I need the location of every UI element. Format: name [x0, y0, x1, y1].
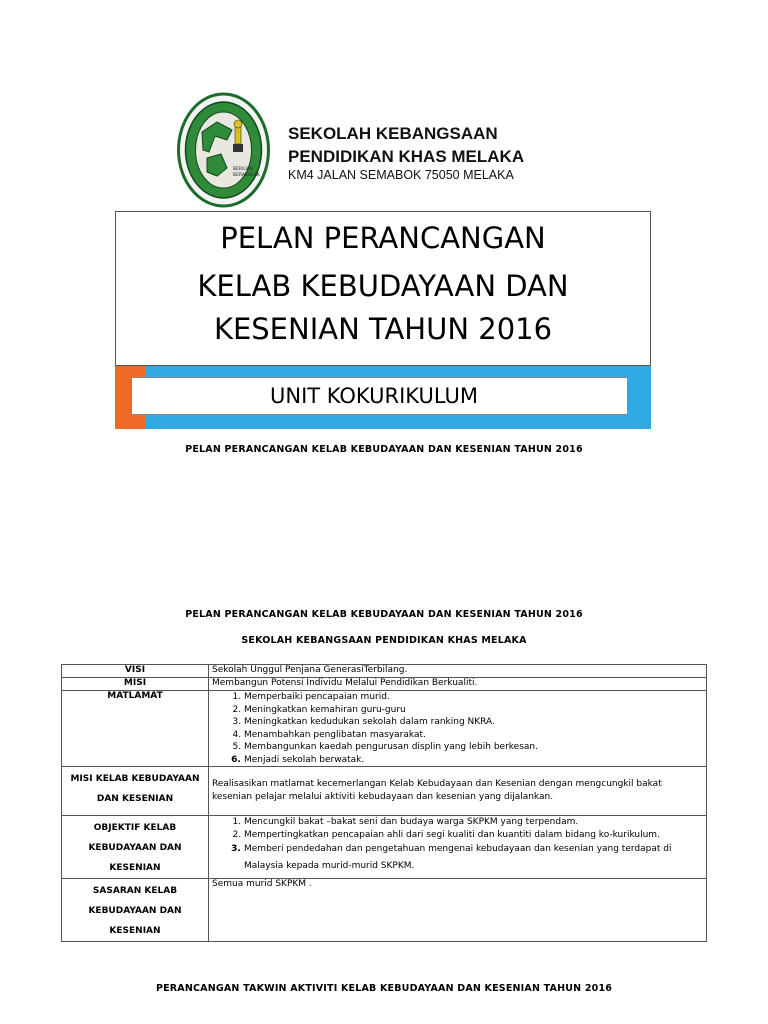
title-line1: PELAN PERANCANGAN — [220, 221, 546, 255]
list-item: 3. Meningkatkan kedudukan sekolah dalam ranking NKRA. — [244, 716, 703, 729]
matlamat-cell — [209, 691, 707, 767]
list-item: 4. Menambahkan penglibatan masyarakat. — [244, 729, 703, 742]
school-address: KM4 JALAN SEMABOK 75050 MELAKA — [288, 168, 514, 182]
list-item: 1. Memperbaiki pencapaian murid. — [244, 691, 703, 704]
list-item: 1. Mencungkil bakat –bakat seni dan budaya warga SKPKM yang terpendam. — [244, 816, 703, 829]
heading-school: SEKOLAH KEBANGSAAN PENDIDIKAN KHAS MELAKA — [241, 635, 527, 646]
misi-kelab-text: Realisasikan matlamat kecemerlangan Kelab Kebudayaan dan Kesenian dengan mengcungkil bakat kesenian pelajar melalui aktiviti kebudayaan dan kesenian yang dijalankan. — [209, 767, 707, 816]
plan-table — [61, 664, 707, 942]
sasaran-text: Semua murid SKPKM . — [209, 879, 707, 942]
objektif-cell — [209, 816, 707, 879]
list-item: 5. Membangunkan kaedah pengurusan displin yang lebih berkesan. — [244, 741, 703, 754]
heading-takwin: PERANCANGAN TAKWIN AKTIVITI KELAB KEBUDAYAAN DAN KESENIAN TAHUN 2016 — [155, 983, 613, 994]
matlamat-list — [212, 691, 703, 766]
list-item: 3. Memberi pendedahan dan pengetahuan mengenai kebudayaan dan kesenian yang terdapat di Malaysia kepada murid-murid SKPKM. — [244, 841, 703, 875]
misi-text: Membangun Potensi Individu Melalui Pendidikan Berkualiti. — [209, 678, 707, 691]
misi-kelab-label: MISI KELAB KEBUDAYAAN DAN KESENIAN — [62, 767, 209, 816]
table-row-visi — [62, 665, 707, 678]
misi-label: MISI — [62, 678, 209, 691]
objektif-list — [212, 816, 703, 875]
table-row-matlamat — [62, 691, 707, 767]
svg-text:BERAKHLAK: BERAKHLAK — [233, 173, 260, 178]
unit-banner — [115, 366, 651, 429]
table-row-misi-kelab — [62, 767, 707, 816]
visi-text: Sekolah Unggul Penjana GenerasiTerbilang. — [209, 665, 707, 678]
banner-unit-label: UNIT KOKURIKULUM — [270, 384, 479, 408]
list-item: 2. Meningkatkan kemahiran guru-guru — [244, 704, 703, 717]
svg-text:BERILMU: BERILMU — [233, 167, 254, 172]
heading-plan-2: PELAN PERANCANGAN KELAB KEBUDAYAAN DAN KESENIAN TAHUN 2016 — [185, 609, 583, 620]
title-line3: KESENIAN TAHUN 2016 — [213, 312, 553, 346]
banner-label-box — [131, 377, 628, 415]
visi-label: VISI — [62, 665, 209, 678]
table-row-objektif — [62, 816, 707, 879]
school-name-line1: SEKOLAH KEBANGSAAN — [288, 124, 498, 143]
matlamat-label: MATLAMAT — [62, 691, 209, 767]
title-box — [115, 211, 651, 366]
school-name — [288, 122, 524, 168]
school-crest-logo — [177, 92, 270, 208]
list-item: 2. Mempertingkatkan pencapaian ahli dari segi kualiti dan kuantiti dalam bidang ko-kurikulum. — [244, 829, 703, 842]
list-item: 6. Menjadi sekolah berwatak. — [244, 754, 703, 767]
heading-plan-1: PELAN PERANCANGAN KELAB KEBUDAYAAN DAN KESENIAN TAHUN 2016 — [185, 444, 583, 455]
title-line2: KELAB KEBUDAYAAN DAN — [197, 269, 569, 303]
sasaran-label: SASARAN KELAB KEBUDAYAAN DAN KESENIAN — [62, 879, 209, 942]
table-row-sasaran — [62, 879, 707, 942]
table-row-misi — [62, 678, 707, 691]
objektif-label: OBJEKTIF KELAB KEBUDAYAAN DAN KESENIAN — [62, 816, 209, 879]
school-name-line2: PENDIDIKAN KHAS MELAKA — [288, 147, 525, 166]
